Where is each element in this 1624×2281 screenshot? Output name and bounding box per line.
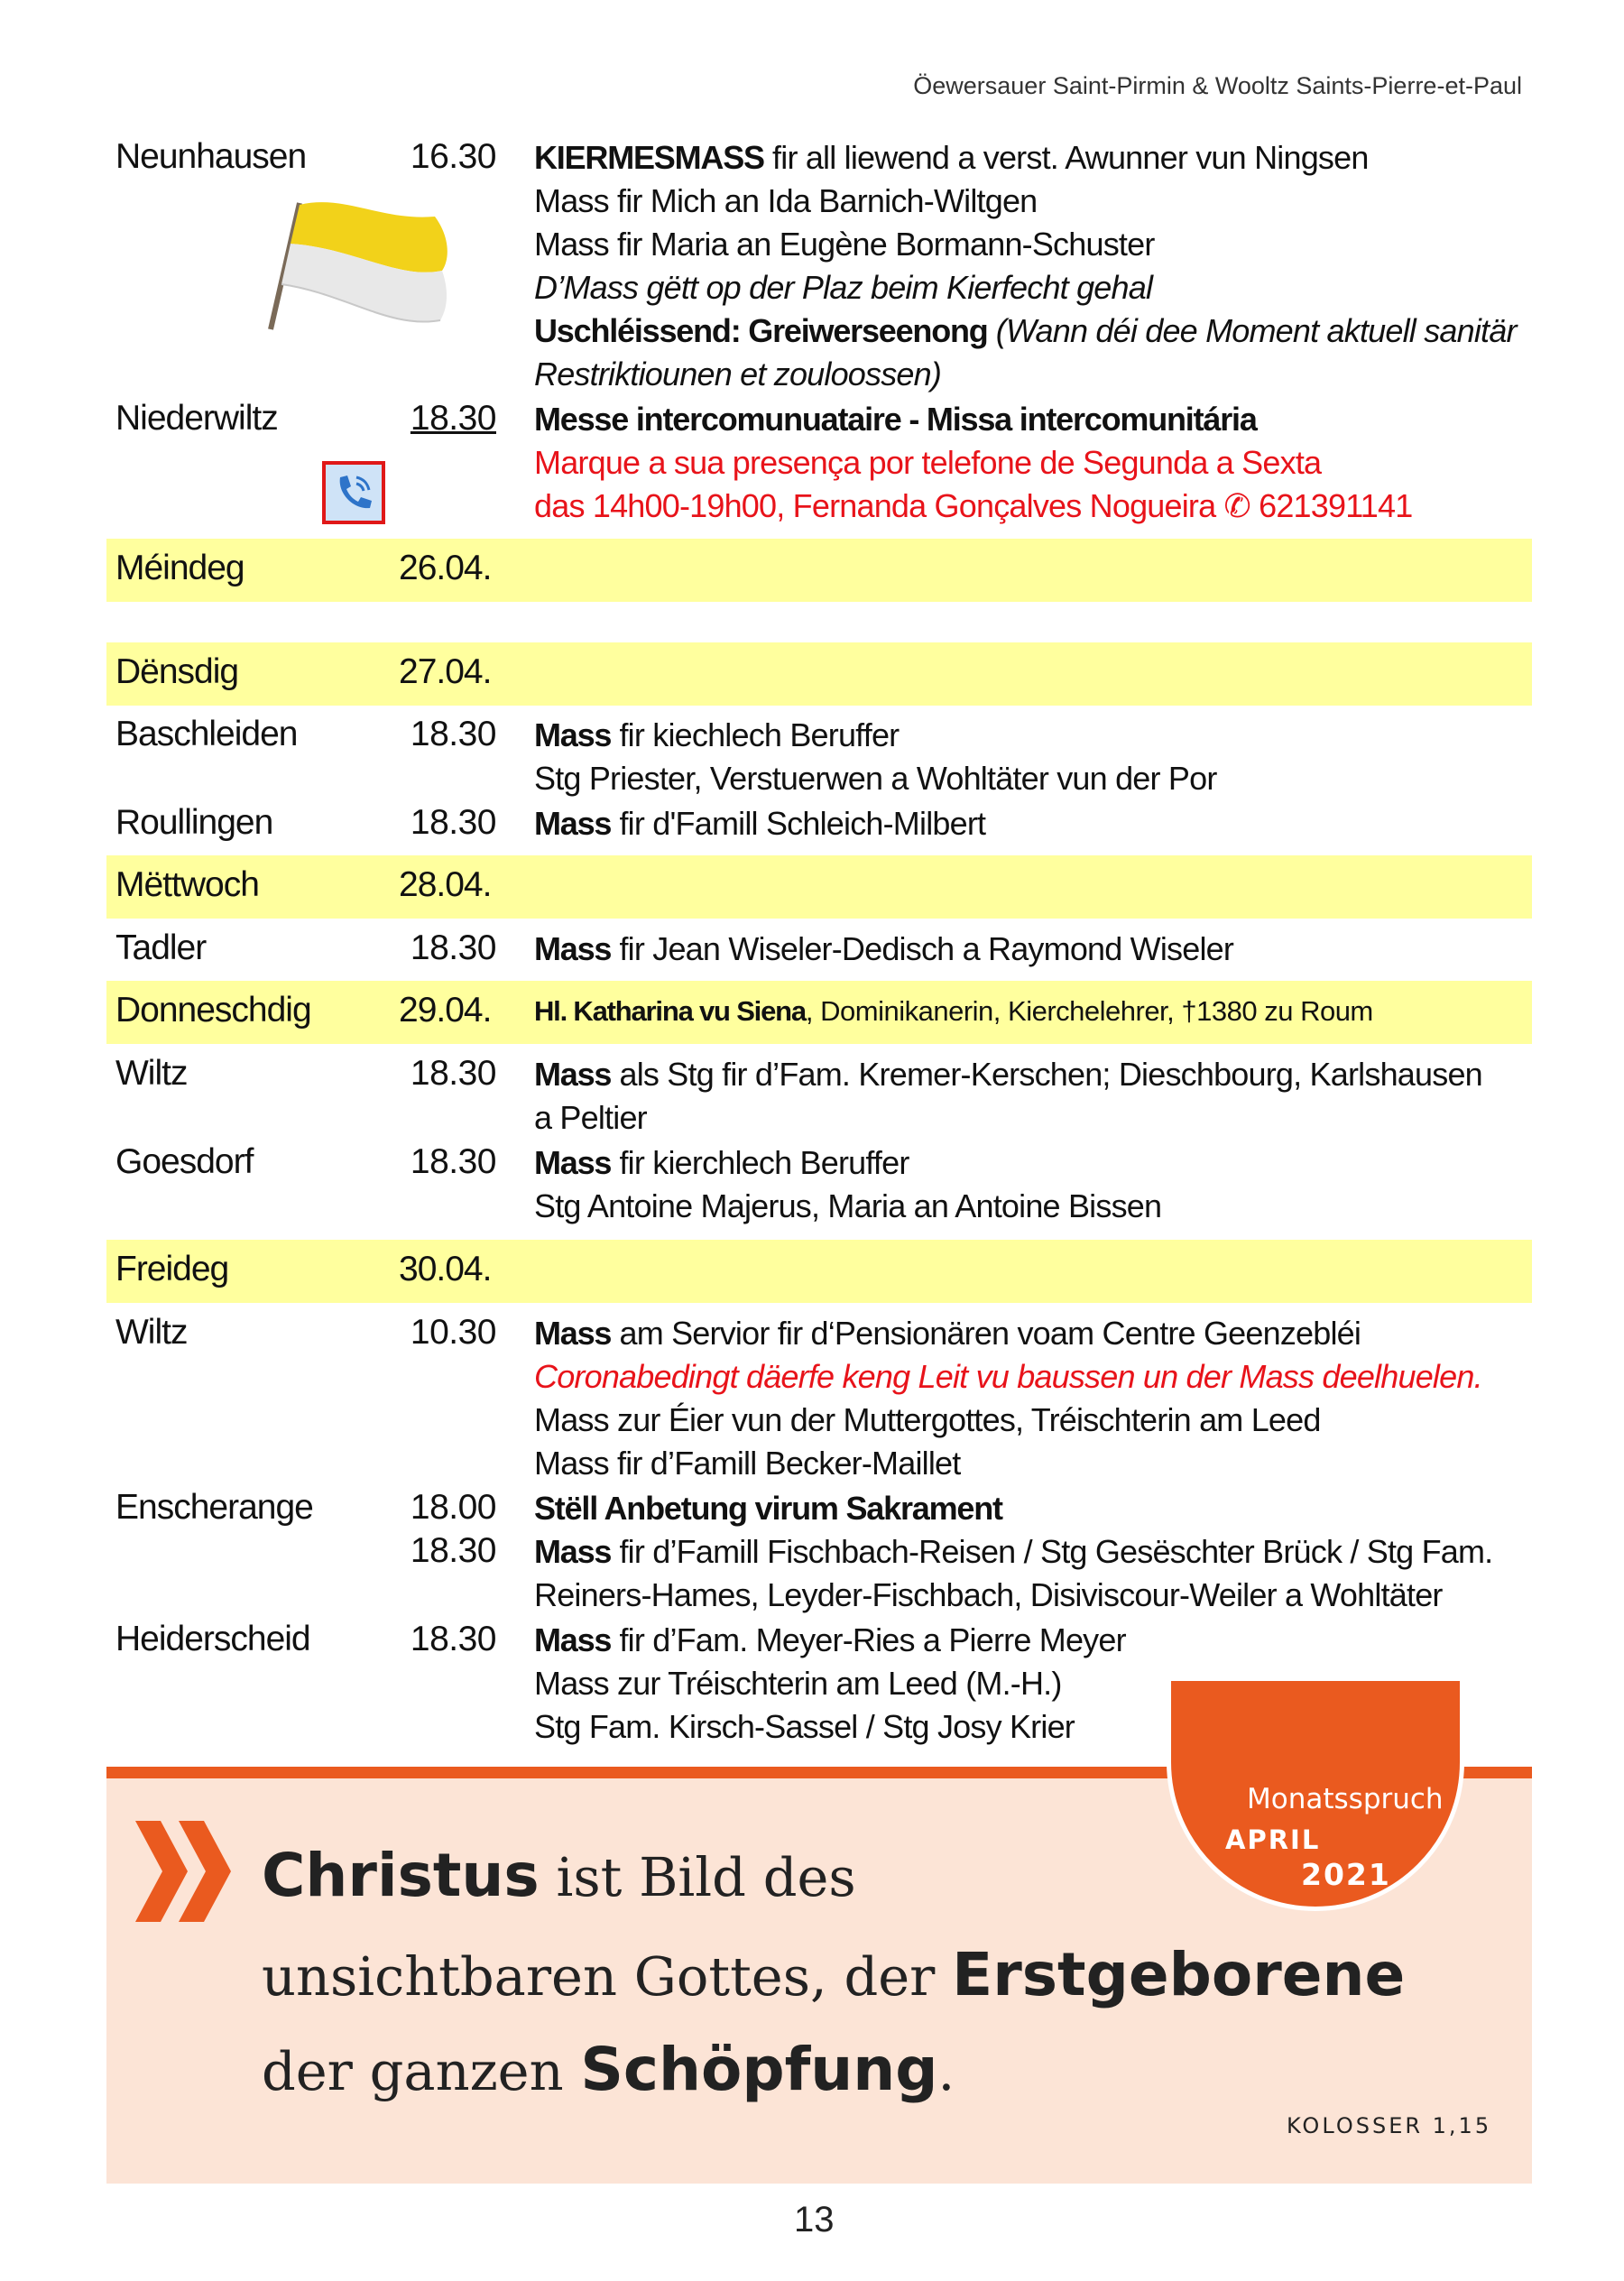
place-roullingen: Roullingen xyxy=(115,803,273,842)
place-niederwiltz: Niederwiltz xyxy=(115,399,278,438)
bible-reference: KOLOSSER 1,15 xyxy=(1287,2113,1492,2138)
place-heiderscheid: Heiderscheid xyxy=(115,1620,310,1658)
place-neunhausen: Neunhausen xyxy=(115,137,307,176)
place-wiltz-freideg: Wiltz xyxy=(115,1313,188,1352)
time-enscherange-1: 18.00 xyxy=(410,1488,496,1527)
day-date-donneschdig: 29.04. xyxy=(399,991,492,1030)
place-wiltz-donneschdig: Wiltz xyxy=(115,1054,188,1093)
day-bar-densdig xyxy=(106,642,1532,706)
day-date-meindeg: 26.04. xyxy=(399,549,492,587)
neunhausen-line-1: KIERMESMASS fir all liewend a verst. Awunner vun Ningsen xyxy=(534,139,1369,176)
day-date-mettwoch: 28.04. xyxy=(399,865,492,904)
wiltz-donneschdig-line-1: Mass als Stg fir d’Fam. Kremer-Kerschen; Dieschbourg, Karlshausen xyxy=(534,1056,1482,1093)
wiltz-freideg-line-3: Mass zur Éier vun der Muttergottes, Tréischterin am Leed xyxy=(534,1401,1321,1438)
time-niederwiltz: 18.30 xyxy=(410,399,496,438)
goesdorf-line-1: Mass fir kierchlech Beruffer xyxy=(534,1144,909,1181)
day-date-densdig: 27.04. xyxy=(399,652,492,691)
neunhausen-line-6: Restriktiounen et zouloossen) xyxy=(534,356,942,392)
badge-month: APRIL xyxy=(1225,1824,1321,1855)
day-name-freideg: Freideg xyxy=(115,1250,229,1288)
place-goesdorf: Goesdorf xyxy=(115,1142,254,1181)
double-chevron-icon xyxy=(135,1821,235,1922)
wiltz-freideg-line-2: Coronabedingt däerfe keng Leit vu baussen un der Mass deelhuelen. xyxy=(534,1358,1482,1395)
wiltz-freideg-line-1: Mass am Servior fir d‘Pensionären voam Centre Geenzebléi xyxy=(534,1315,1361,1352)
badge-year: 2021 xyxy=(1301,1857,1391,1892)
day-desc-donneschdig: Hl. Katharina vu Siena, Dominikanerin, Kierchelehrer, †1380 zu Roum xyxy=(534,995,1373,1027)
niederwiltz-line-2: Marque a sua presença por telefone de Segunda a Sexta xyxy=(534,444,1322,481)
place-enscherange: Enscherange xyxy=(115,1488,313,1527)
quote-line-2: unsichtbaren Gottes, der Erstgeborene xyxy=(262,1940,1406,2009)
day-name-meindeg: Méindeg xyxy=(115,549,245,587)
time-heiderscheid: 18.30 xyxy=(410,1620,496,1658)
day-name-donneschdig: Donneschdig xyxy=(115,991,311,1030)
kiermesmass-label: KIERMESMASS xyxy=(534,139,764,176)
time-neunhausen: 16.30 xyxy=(410,137,496,176)
baschleiden-line-1: Mass fir kiechlech Beruffer xyxy=(534,716,900,753)
neunhausen-line-2: Mass fir Mich an Ida Barnich-Wiltgen xyxy=(534,182,1038,219)
time-wiltz-donneschdig: 18.30 xyxy=(410,1054,496,1093)
badge-title: Monatsspruch xyxy=(1247,1783,1444,1815)
place-tadler: Tadler xyxy=(115,928,207,967)
day-bar-meindeg xyxy=(106,539,1532,602)
neunhausen-line-5: Uschléissend: Greiwerseenong (Wann déi dee Moment aktuell sanitär xyxy=(534,312,1517,349)
day-bar-freideg xyxy=(106,1240,1532,1303)
baschleiden-line-2: Stg Priester, Verstuerwen a Wohltäter vun der Por xyxy=(534,760,1217,797)
time-enscherange-2: 18.30 xyxy=(410,1531,496,1570)
time-wiltz-freideg: 10.30 xyxy=(410,1313,496,1352)
enscherange-line-1: Stëll Anbetung virum Sakrament xyxy=(534,1490,1002,1527)
page-number: 13 xyxy=(794,2200,835,2239)
wiltz-donneschdig-line-2: a Peltier xyxy=(534,1099,647,1136)
page-header: Öewersauer Saint-Pirmin & Wooltz Saints-Pierre-et-Paul xyxy=(913,72,1522,99)
quote-line-3: der ganzen Schöpfung. xyxy=(262,2035,955,2104)
papal-flag-icon xyxy=(263,194,455,352)
time-roullingen: 18.30 xyxy=(410,803,496,842)
time-tadler: 18.30 xyxy=(410,928,496,967)
tadler-line-1: Mass fir Jean Wiseler-Dedisch a Raymond Wiseler xyxy=(534,930,1234,967)
heiderscheid-line-3: Stg Fam. Kirsch-Sassel / Stg Josy Krier xyxy=(534,1708,1075,1745)
roullingen-line-1: Mass fir d'Famill Schleich-Milbert xyxy=(534,805,986,842)
heiderscheid-line-1: Mass fir d’Fam. Meyer-Ries a Pierre Meyer xyxy=(534,1621,1126,1658)
day-date-freideg: 30.04. xyxy=(399,1250,492,1288)
niederwiltz-line-1: Messe intercomunuataire - Missa intercomunitária xyxy=(534,401,1257,438)
neunhausen-line-4: D’Mass gëtt op der Plaz beim Kierfecht gehal xyxy=(534,269,1153,306)
niederwiltz-line-3: das 14h00-19h00, Fernanda Gonçalves Nogueira ✆ 621391141 xyxy=(534,487,1413,524)
heiderscheid-line-2: Mass zur Tréischterin am Leed (M.-H.) xyxy=(534,1665,1062,1702)
day-name-mettwoch: Mëttwoch xyxy=(115,865,259,904)
wiltz-freideg-line-4: Mass fir d’Famill Becker-Maillet xyxy=(534,1445,961,1482)
goesdorf-line-2: Stg Antoine Majerus, Maria an Antoine Bissen xyxy=(534,1187,1162,1224)
time-goesdorf: 18.30 xyxy=(410,1142,496,1181)
day-bar-mettwoch xyxy=(106,855,1532,919)
enscherange-line-3: Reiners-Hames, Leyder-Fischbach, Disiviscour-Weiler a Wohltäter xyxy=(534,1576,1443,1613)
phone-icon xyxy=(322,461,385,524)
enscherange-line-2: Mass fir d’Famill Fischbach-Reisen / Stg Gesëschter Brück / Stg Fam. xyxy=(534,1533,1493,1570)
time-baschleiden: 18.30 xyxy=(410,715,496,753)
place-baschleiden: Baschleiden xyxy=(115,715,298,753)
day-name-densdig: Dënsdig xyxy=(115,652,239,691)
quote-line-1: Christus ist Bild des xyxy=(262,1841,856,1910)
neunhausen-line-3: Mass fir Maria an Eugène Bormann-Schuster xyxy=(534,226,1155,263)
